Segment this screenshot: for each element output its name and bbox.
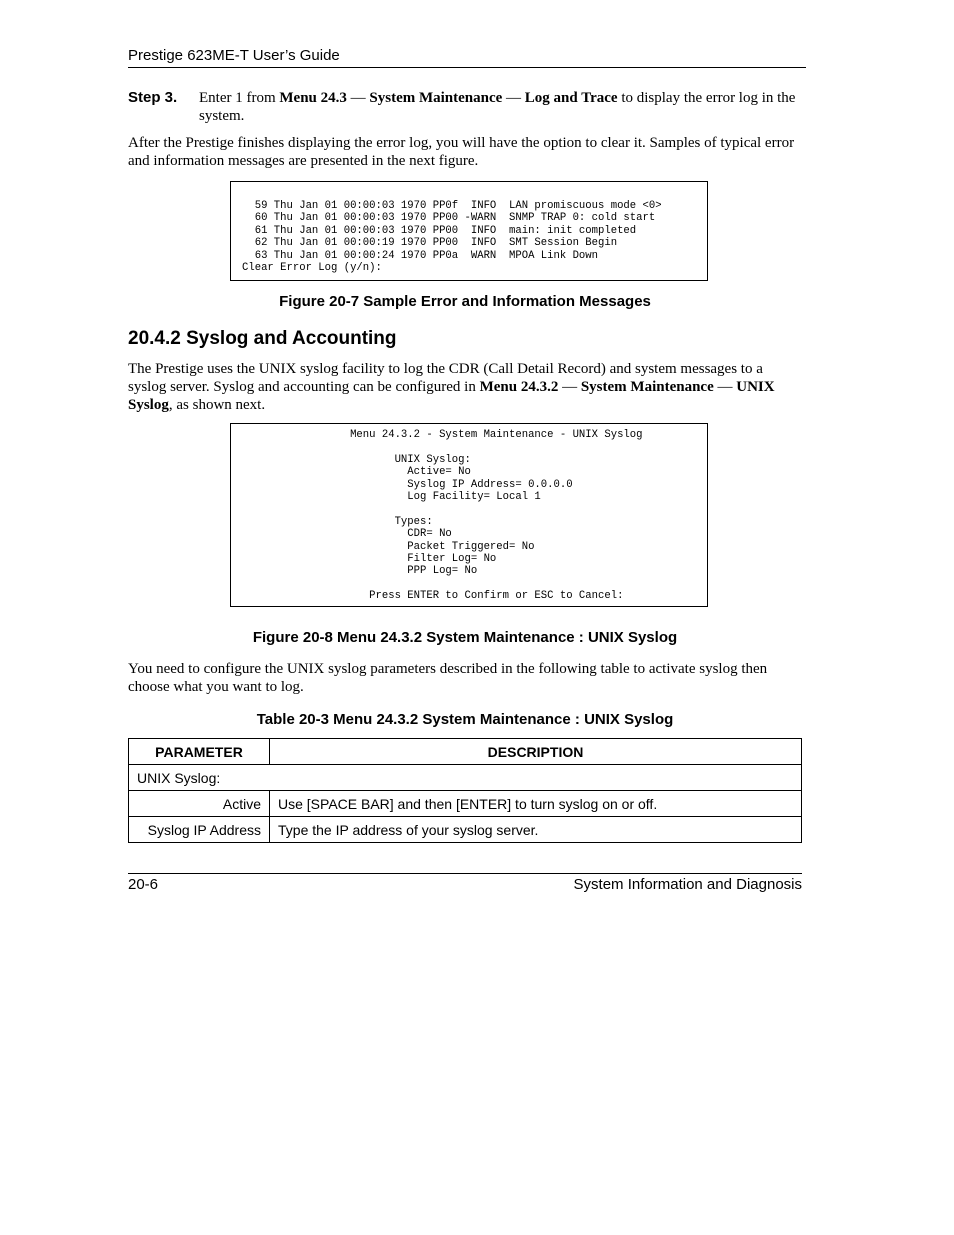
figure-20-7-code (230, 181, 708, 281)
figure-20-7-caption: Figure 20-7 Sample Error and Information Messages (279, 293, 651, 310)
step-text-part: — (502, 90, 525, 106)
menu-ref: Log and Trace (524, 90, 618, 106)
para-text-part: — (558, 379, 581, 395)
parameter-cell: Syslog IP Address (129, 817, 270, 843)
step-text-part: to display the error log in the system. (199, 90, 796, 124)
chapter-title: System Information and Diagnosis (573, 876, 802, 893)
table-header-row (129, 739, 802, 765)
parameter-cell: Active (129, 791, 270, 817)
error-log-listing: 59 Thu Jan 01 00:00:03 1970 PP0f INFO LAN promiscuous mode <0> 60 Thu Jan 01 00:00:03 1970 PP00 -WARN SNMP TRAP 0: cold start 61 Thu Jan 01 00:00:03 1970 PP00 INFO main: init completed 62 Thu Jan 01 00:00:19 1970 PP00 INFO SMT Session Begin 63 Thu Jan 01 00:00:24 1970 PP0a WARN MPOA Link Down Clear Error Log (y/n): (242, 200, 662, 275)
step-text-part: Enter 1 from (199, 90, 280, 106)
table-20-3-caption: Table 20-3 Menu 24.3.2 System Maintenance : UNIX Syslog (256, 711, 674, 728)
parameter-table (128, 738, 802, 843)
para-text-part: — (713, 379, 737, 395)
table-row (129, 791, 802, 817)
description-cell: Type the IP address of your syslog server. (270, 817, 802, 843)
column-header-parameter: PARAMETER (129, 739, 270, 765)
figure-20-8-caption: Figure 20-8 Menu 24.3.2 System Maintenance : UNIX Syslog (252, 629, 678, 646)
description-cell: Use [SPACE BAR] and then [ENTER] to turn syslog on or off. (270, 791, 802, 817)
table-row (129, 817, 802, 843)
menu-ref: System Maintenance (580, 379, 714, 395)
running-header: Prestige 623ME-T User’s Guide (128, 47, 806, 68)
table-intro-paragraph: You need to configure the UNIX syslog parameters described in the following table to activate syslog then choose what you want to log. (128, 661, 768, 695)
menu-ref: Menu 24.3 (279, 90, 347, 106)
section-heading: 20.4.2 Syslog and Accounting (128, 328, 397, 349)
running-footer (128, 873, 802, 893)
step-3 (128, 89, 806, 125)
menu-ref: Menu 24.3.2 (479, 379, 559, 395)
group-label: UNIX Syslog: (129, 765, 802, 791)
page-number: 20-6 (128, 876, 159, 893)
table-group-row (129, 765, 802, 791)
step-label: Step 3. (128, 89, 178, 106)
step-text-part: — (346, 90, 370, 106)
step-text (199, 89, 806, 125)
column-header-description: DESCRIPTION (270, 739, 802, 765)
menu-ref: UNIX Syslog (128, 379, 775, 413)
para-text-part: , as shown next. (168, 397, 266, 413)
para-text-part: The Prestige uses the UNIX syslog facility to log the CDR (Call Detail Record) and system messages to a syslog server. Syslog and accounting can be configured in (128, 361, 763, 395)
menu-ref: System Maintenance (369, 90, 503, 106)
intro-paragraph: After the Prestige finishes displaying the error log, you will have the option to clear it. Samples of typical error and information messages are presented in the next figure. (128, 135, 795, 169)
syslog-paragraph (128, 360, 804, 414)
figure-20-8-code (230, 423, 708, 607)
unix-syslog-menu-listing: Menu 24.3.2 - System Maintenance - UNIX Syslog UNIX Syslog: Active= No Syslog IP Address= 0.0.0.0 Log Facility= Local 1 Types: CDR= No Packet Triggered= No Filter Log= No PPP Log= No Press ENTER to Confirm or ESC to Cancel: (350, 429, 643, 603)
